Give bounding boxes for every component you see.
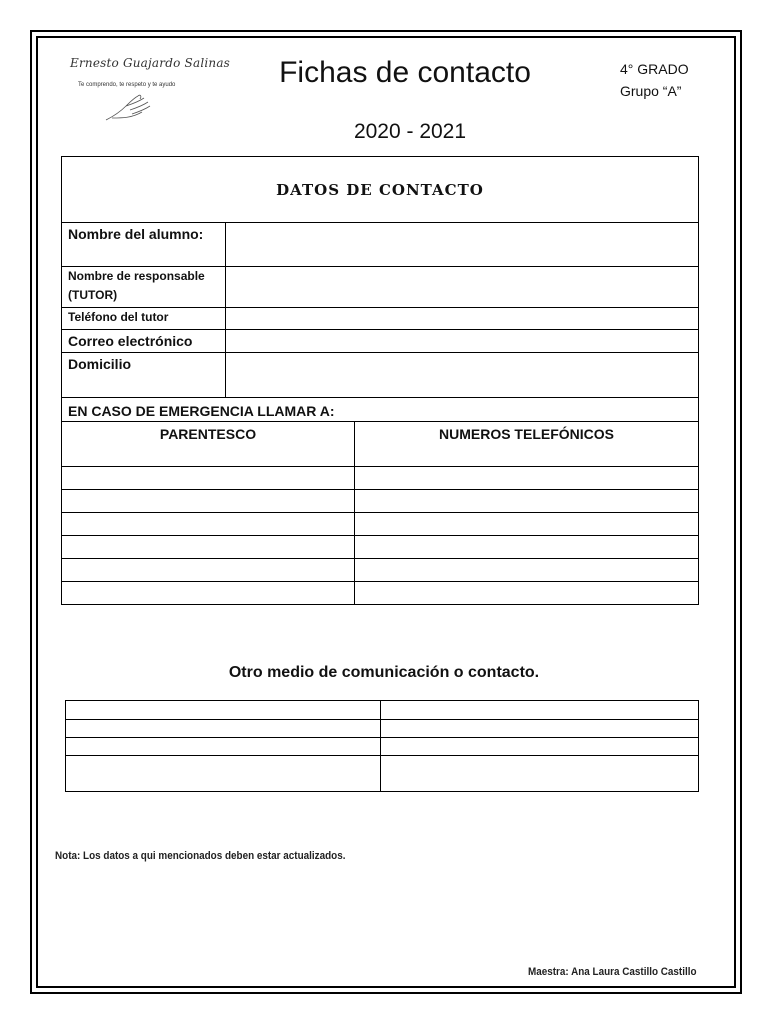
field-input-guardian-name[interactable] xyxy=(226,267,699,308)
contact-data-table xyxy=(61,156,699,605)
emergency-relationship-cell[interactable] xyxy=(62,559,355,582)
other-contact-title: Otro medio de comunicación o contacto. xyxy=(228,664,540,681)
field-label-guardian-name: Nombre de responsable (TUTOR) xyxy=(62,267,226,308)
other-contact-cell[interactable] xyxy=(381,720,699,738)
other-contact-cell[interactable] xyxy=(66,720,381,738)
section-title: DATOS DE CONTACTO xyxy=(62,157,699,223)
field-label-student-name: Nombre del alumno: xyxy=(62,223,226,267)
emergency-relationship-cell[interactable] xyxy=(62,513,355,536)
field-label-email: Correo electrónico xyxy=(62,330,226,353)
column-header-phone-numbers: NUMEROS TELEFÓNICOS xyxy=(355,422,699,467)
emergency-phone-cell[interactable] xyxy=(355,559,699,582)
field-input-guardian-phone[interactable] xyxy=(226,308,699,330)
other-contact-table xyxy=(65,700,699,792)
emergency-relationship-cell[interactable] xyxy=(62,467,355,490)
emergency-relationship-cell[interactable] xyxy=(62,582,355,605)
emergency-relationship-cell[interactable] xyxy=(62,490,355,513)
other-contact-cell[interactable] xyxy=(66,738,381,756)
group-label: Grupo “A” xyxy=(620,83,682,99)
column-header-relationship: PARENTESCO xyxy=(62,422,355,467)
school-year: 2020 - 2021 xyxy=(353,120,467,143)
grade-group xyxy=(620,58,689,102)
field-label-address: Domicilio xyxy=(62,353,226,398)
grade-label: 4° GRADO xyxy=(620,61,689,77)
other-contact-cell[interactable] xyxy=(66,756,381,792)
school-logo xyxy=(66,52,231,138)
emergency-phone-cell[interactable] xyxy=(355,467,699,490)
field-input-address[interactable] xyxy=(226,353,699,398)
emergency-relationship-cell[interactable] xyxy=(62,536,355,559)
emergency-phone-cell[interactable] xyxy=(355,513,699,536)
emergency-label: EN CASO DE EMERGENCIA LLAMAR A: xyxy=(62,398,699,422)
field-label-guardian-phone: Teléfono del tutor xyxy=(62,308,226,330)
field-input-email[interactable] xyxy=(226,330,699,353)
footer-note: Nota: Los datos a qui mencionados deben estar actualizados. xyxy=(55,850,346,862)
emergency-phone-cell[interactable] xyxy=(355,490,699,513)
emergency-phone-cell[interactable] xyxy=(355,582,699,605)
other-contact-cell[interactable] xyxy=(381,756,699,792)
emergency-phone-cell[interactable] xyxy=(355,536,699,559)
field-input-student-name[interactable] xyxy=(226,223,699,267)
logo-signature: Ernesto Guajardo Salinas xyxy=(70,56,231,70)
other-contact-cell[interactable] xyxy=(381,701,699,720)
logo-motto: Te comprendo, te respeto y te ayudo xyxy=(78,82,176,88)
hand-icon xyxy=(102,90,162,124)
document-title: Fichas de contacto xyxy=(279,56,531,89)
other-contact-cell[interactable] xyxy=(66,701,381,720)
other-contact-cell[interactable] xyxy=(381,738,699,756)
teacher-name: Maestra: Ana Laura Castillo Castillo xyxy=(528,966,697,978)
